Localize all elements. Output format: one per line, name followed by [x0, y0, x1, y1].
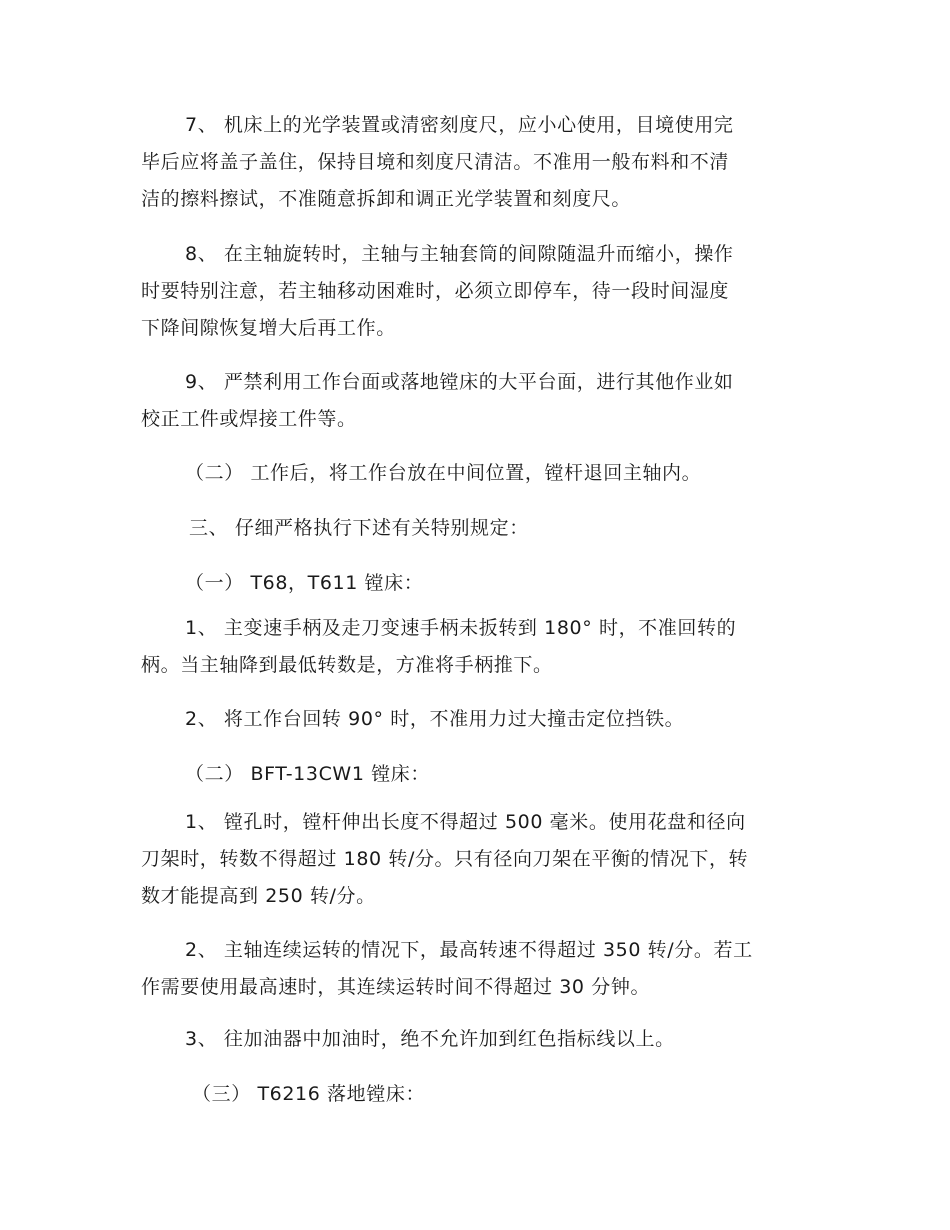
text-line: 1、 镗孔时，镗杆伸出长度不得超过 500 毫米。使用花盘和径向 [185, 811, 746, 833]
subsection-heading-t6216 [141, 1076, 811, 1113]
paragraph-item-9 [141, 364, 811, 438]
paragraph-t68-item-2 [141, 701, 811, 738]
text-line: （二） BFT-13CW1 镗床： [185, 763, 430, 785]
paragraph-bft-item-3 [141, 1021, 811, 1058]
text-line: 时要特别注意，若主轴移动困难时，必须立即停车，待一段时间湿度 [141, 280, 730, 302]
paragraph-item-7 [141, 107, 811, 218]
paragraph-item-8 [141, 236, 811, 347]
text-line: 柄。当主轴降到最低转数是，方准将手柄推下。 [141, 654, 553, 676]
text-line: 毕后应将盖子盖住，保持目境和刻度尺清洁。不准用一般布料和不清 [141, 151, 730, 173]
text-line: 8、 在主轴旋转时，主轴与主轴套筒的间隙随温升而缩小，操作 [185, 243, 734, 265]
section-heading-3 [141, 510, 811, 547]
text-line: （一） T68，T611 镗床： [185, 572, 424, 594]
text-line: 作需要使用最高速时，其连续运转时间不得超过 30 分钟。 [141, 976, 651, 998]
text-line: 刀架时，转数不得超过 180 转/分。只有径向刀架在平衡的情况下，转 [141, 848, 749, 870]
text-line: 洁的擦料擦试，不准随意拆卸和调正光学装置和刻度尺。 [141, 188, 632, 210]
subsection-heading-bft [141, 756, 811, 793]
text-line: 1、 主变速手柄及走刀变速手柄未扳转到 180° 时，不准回转的 [185, 617, 737, 639]
text-line: 7、 机床上的光学装置或清密刻度尺，应小心使用，目境使用完 [185, 114, 734, 136]
text-line: 2、 将工作台回转 90° 时，不准用力过大撞击定位挡铁。 [185, 708, 685, 730]
paragraph-bft-item-2 [141, 932, 811, 1006]
paragraph-t68-item-1 [141, 610, 811, 684]
paragraph-after-work [141, 455, 811, 492]
text-line: （三） T6216 落地镗床： [192, 1083, 426, 1105]
subsection-heading-t68 [141, 565, 811, 602]
text-line: 校正工件或焊接工件等。 [141, 408, 357, 430]
text-line: 9、 严禁利用工作台面或落地镗床的大平台面，进行其他作业如 [185, 371, 734, 393]
text-line: （二） 工作后，将工作台放在中间位置，镗杆退回主轴内。 [185, 462, 702, 484]
text-line: 三、 仔细严格执行下述有关特别规定： [189, 517, 529, 539]
text-line: 数才能提高到 250 转/分。 [141, 885, 376, 907]
text-line: 下降间隙恢复增大后再工作。 [141, 317, 396, 339]
text-line: 3、 往加油器中加油时，绝不允许加到红色指标线以上。 [185, 1028, 675, 1050]
text-line: 2、 主轴连续运转的情况下，最高转速不得超过 350 转/分。若工 [185, 939, 753, 961]
paragraph-bft-item-1 [141, 804, 811, 915]
